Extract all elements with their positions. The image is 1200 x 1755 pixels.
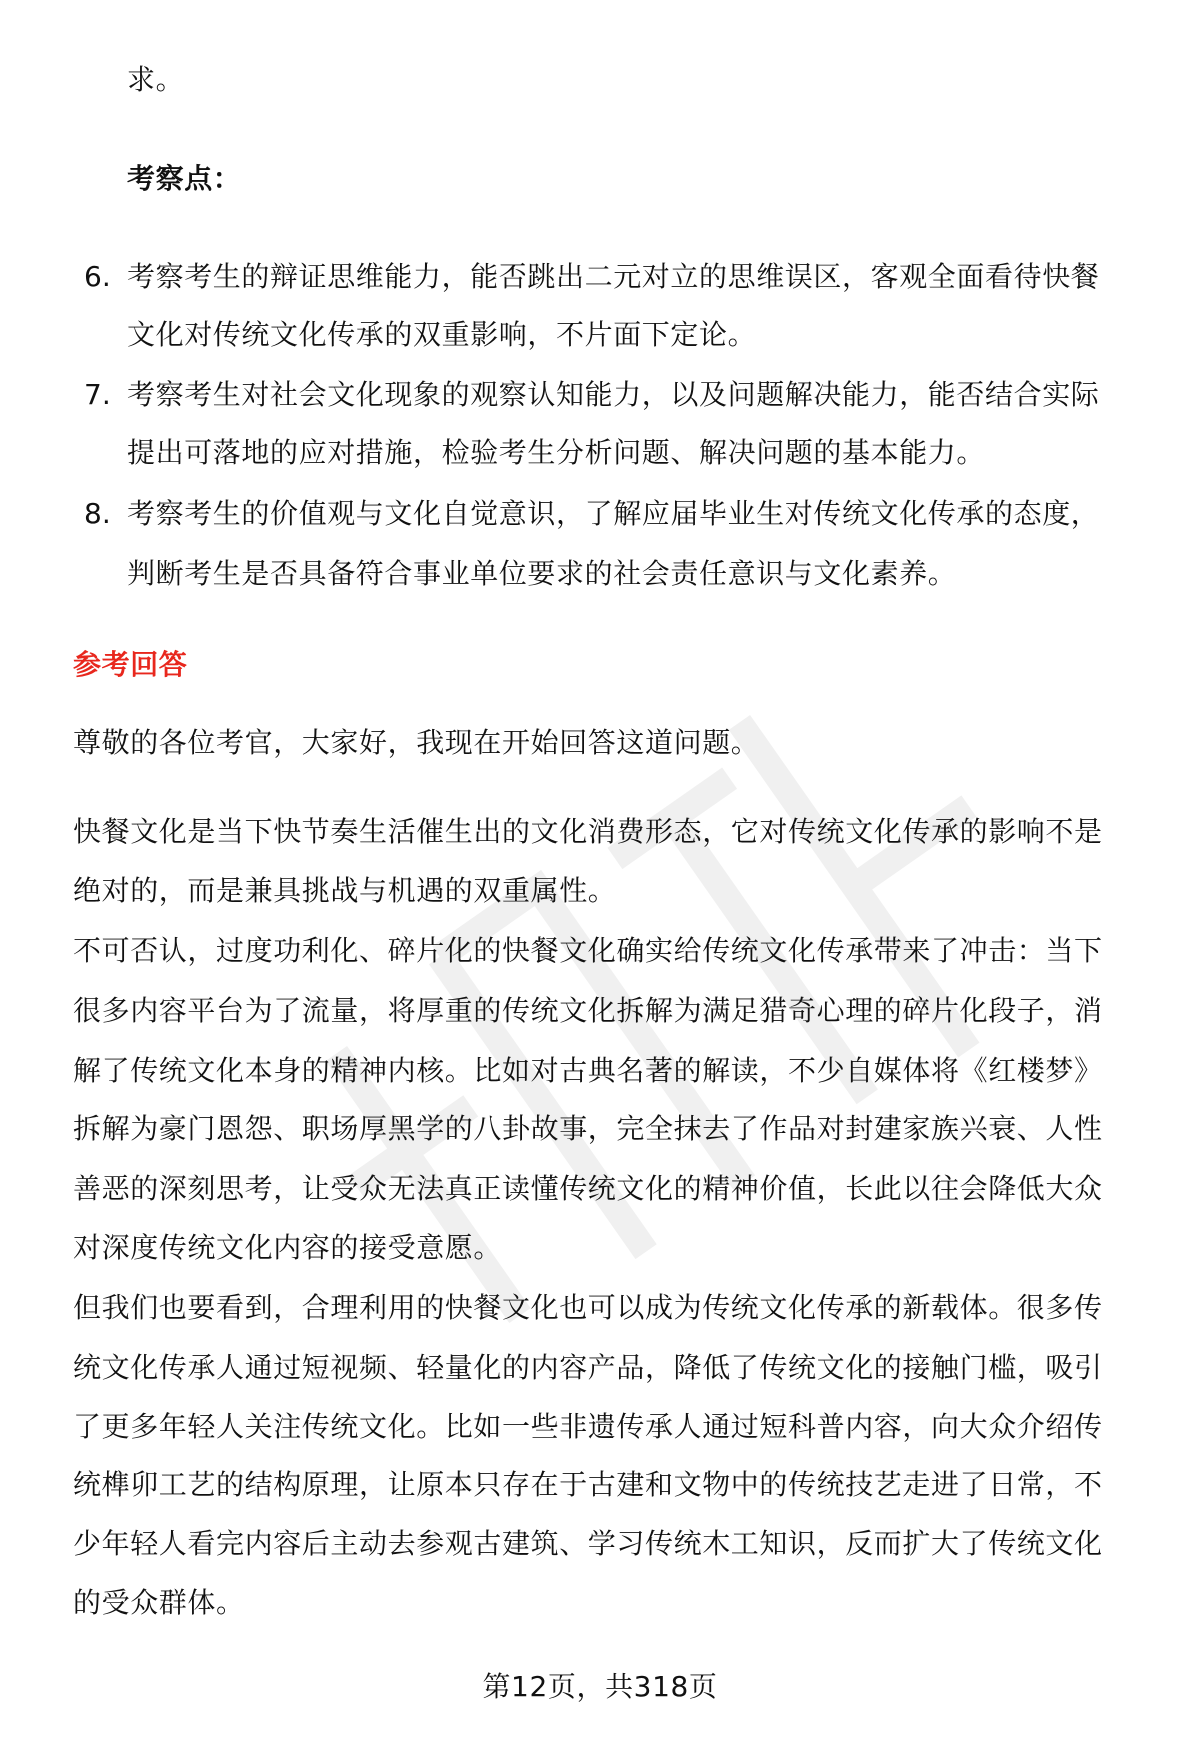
answer-line: 快餐文化是当下快节奏生活催生出的文化消费形态，它对传统文化传承的影响不是 <box>73 815 1103 848</box>
list-item-line: 判断考生是否具备符合事业单位要求的社会责任意识与文化素养。 <box>127 557 957 590</box>
answer-line: 拆解为豪门恩怨、职场厚黑学的八卦故事，完全抹去了作品对封建家族兴衰、人性 <box>73 1112 1103 1145</box>
answer-line: 善恶的深刻思考，让受众无法真正读懂传统文化的精神价值，长此以往会降低大众 <box>73 1172 1103 1205</box>
answer-line: 尊敬的各位考官，大家好，我现在开始回答这道问题。 <box>73 726 760 759</box>
page-footer: 第12页，共318页 <box>482 1670 718 1703</box>
answer-line: 统文化传承人通过短视频、轻量化的内容产品，降低了传统文化的接触门槛，吸引 <box>73 1351 1103 1384</box>
list-item-line: 提出可落地的应对措施，检验考生分析问题、解决问题的基本能力。 <box>127 436 986 469</box>
list-number: 8. <box>84 497 111 530</box>
answer-heading: 参考回答 <box>73 648 188 681</box>
list-item-line: 考察考生的辩证思维能力，能否跳出二元对立的思维误区，客观全面看待快餐 <box>127 260 1100 293</box>
section-heading: 考察点： <box>127 162 242 195</box>
intro-tail-text: 求。 <box>127 63 185 96</box>
list-number: 7. <box>84 378 111 411</box>
answer-line: 解了传统文化本身的精神内核。比如对古典名著的解读，不少自媒体将《红楼梦》 <box>73 1054 1103 1087</box>
answer-line: 了更多年轻人关注传统文化。比如一些非遗传承人通过短科普内容，向大众介绍传 <box>73 1410 1103 1443</box>
answer-line: 对深度传统文化内容的接受意愿。 <box>73 1231 503 1264</box>
list-item-line: 考察考生的价值观与文化自觉意识，了解应届毕业生对传统文化传承的态度， <box>127 497 1100 530</box>
answer-line: 不可否认，过度功利化、碎片化的快餐文化确实给传统文化传承带来了冲击：当下 <box>73 934 1103 967</box>
answer-line: 绝对的，而是兼具挑战与机遇的双重属性。 <box>73 874 617 907</box>
answer-line: 但我们也要看到，合理利用的快餐文化也可以成为传统文化传承的新载体。很多传 <box>73 1291 1103 1324</box>
list-item-line: 文化对传统文化传承的双重影响，不片面下定论。 <box>127 318 757 351</box>
answer-line: 的受众群体。 <box>73 1586 245 1619</box>
answer-line: 统榫卯工艺的结构原理，让原本只存在于古建和文物中的传统技艺走进了日常，不 <box>73 1468 1103 1501</box>
answer-line: 很多内容平台为了流量，将厚重的传统文化拆解为满足猎奇心理的碎片化段子，消 <box>73 994 1103 1027</box>
list-item-line: 考察考生对社会文化现象的观察认知能力，以及问题解决能力，能否结合实际 <box>127 378 1100 411</box>
list-number: 6. <box>84 260 111 293</box>
answer-line: 少年轻人看完内容后主动去参观古建筑、学习传统木工知识，反而扩大了传统文化 <box>73 1527 1103 1560</box>
